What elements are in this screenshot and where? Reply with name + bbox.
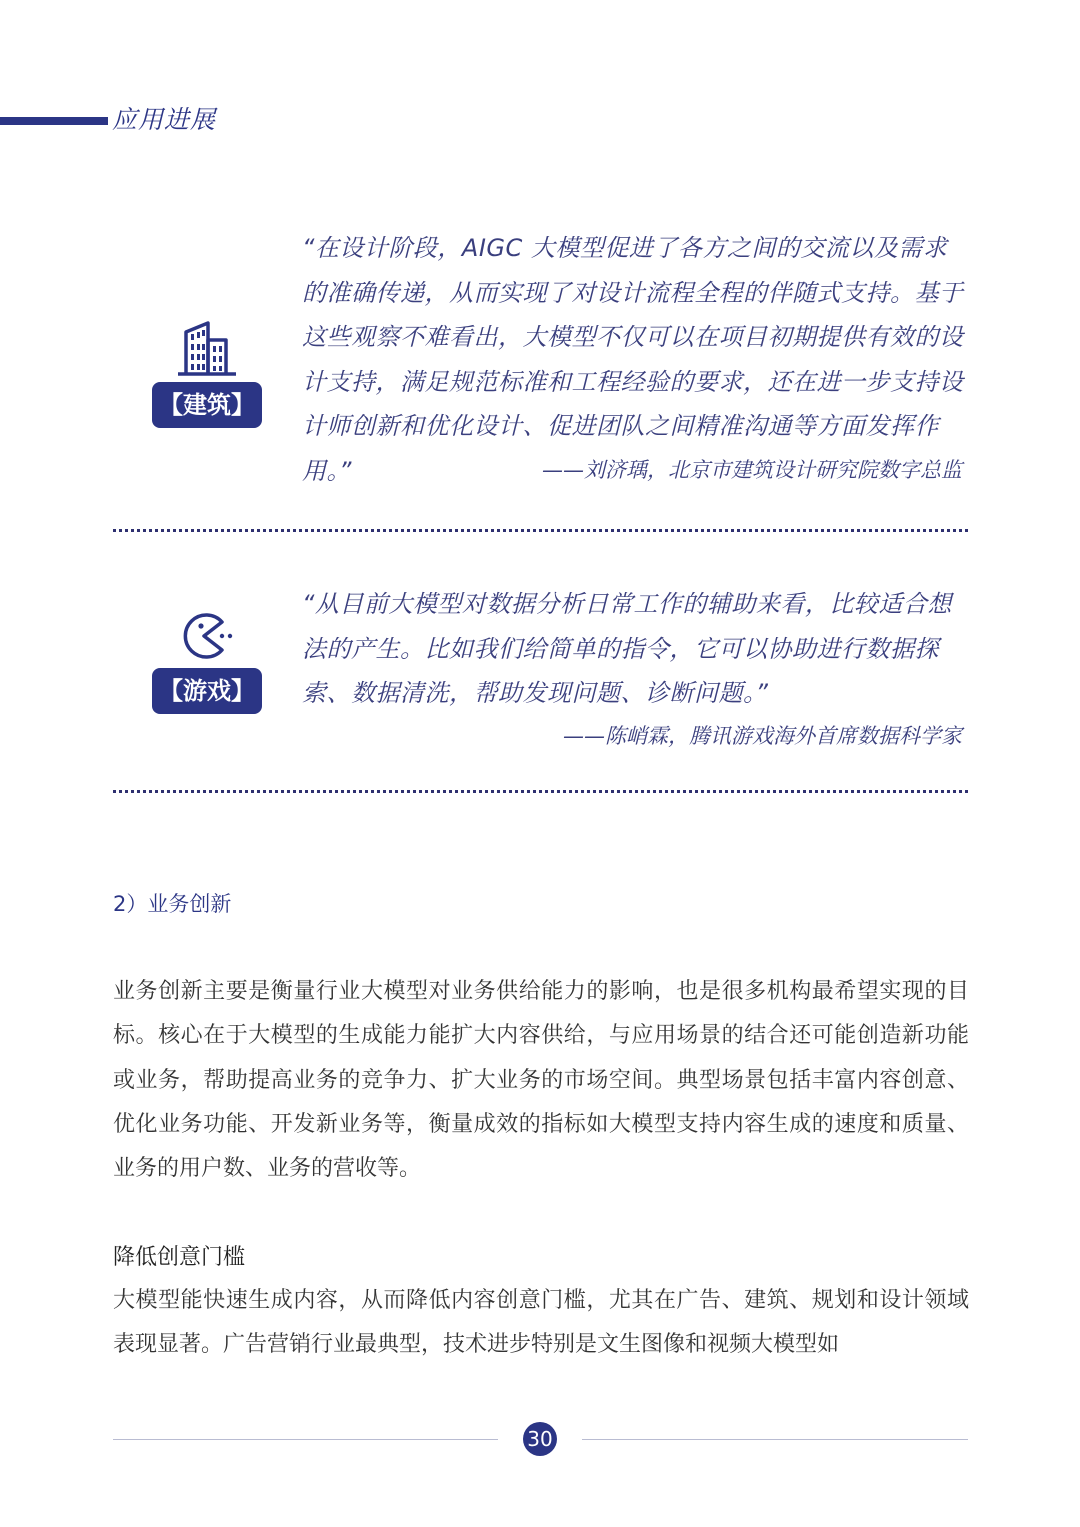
badge-label: 【游戏】	[152, 668, 262, 714]
quote-badge-architecture	[152, 320, 262, 428]
body-paragraph: 业务创新主要是衡量行业大模型对业务供给能力的影响，也是很多机构最希望实现的目标。核心在于大模型的生成能力能扩大内容供给，与应用场景的结合还可能创造新功能或业务，帮助提高业务的竞争力、扩大业务的市场空间。典型场景包括丰富内容创意、优化业务功能、开发新业务等，衡量成效的指标如大模型支持内容生成的速度和质量、业务的用户数、业务的营收等。	[113, 979, 969, 1182]
section-title: 应用进展	[112, 105, 217, 134]
divider	[113, 790, 968, 793]
footer-rule-left	[113, 1439, 498, 1440]
page-number: 30	[523, 1422, 557, 1456]
quote-text: “在设计阶段，AIGC 大模型促进了各方之间的交流以及需求的准确传递，从而实现了对设计流程全程的伴随式支持。基于这些观察不难看出，大模型不仅可以在项目初期提供有效的设计支持，满足规范标准和工程经验的要求，还在进一步支持设计师创新和优化设计、促进团队之间精准沟通等方面发挥作用。”	[302, 234, 964, 485]
building-icon	[176, 320, 238, 376]
footer-rule-right	[582, 1439, 968, 1440]
pacman-icon	[176, 610, 238, 662]
divider	[113, 529, 968, 532]
header-accent-bar	[0, 117, 108, 125]
quote-source: ——刘济瑀，北京市建筑设计研究院数字总监	[542, 458, 962, 482]
quote-text: “从目前大模型对数据分析日常工作的辅助来看，比较适合想法的产生。比如我们给简单的指令，它可以协助进行数据探索、数据清洗，帮助发现问题、诊断问题。”	[302, 590, 952, 707]
subheading: 降低创意门槛	[113, 1245, 246, 1270]
body-paragraph-2: 大模型能快速生成内容，从而降低内容创意门槛，尤其在广告、建筑、规划和设计领域表现显著。广告营销行业最典型，技术进步特别是文生图像和视频大模型如	[113, 1288, 969, 1358]
section-heading: 2）业务创新	[113, 892, 232, 916]
quote-badge-games	[152, 610, 262, 714]
quote-source: ——陈峭霖，腾讯游戏海外首席数据科学家	[563, 724, 962, 748]
badge-label: 【建筑】	[152, 382, 262, 428]
